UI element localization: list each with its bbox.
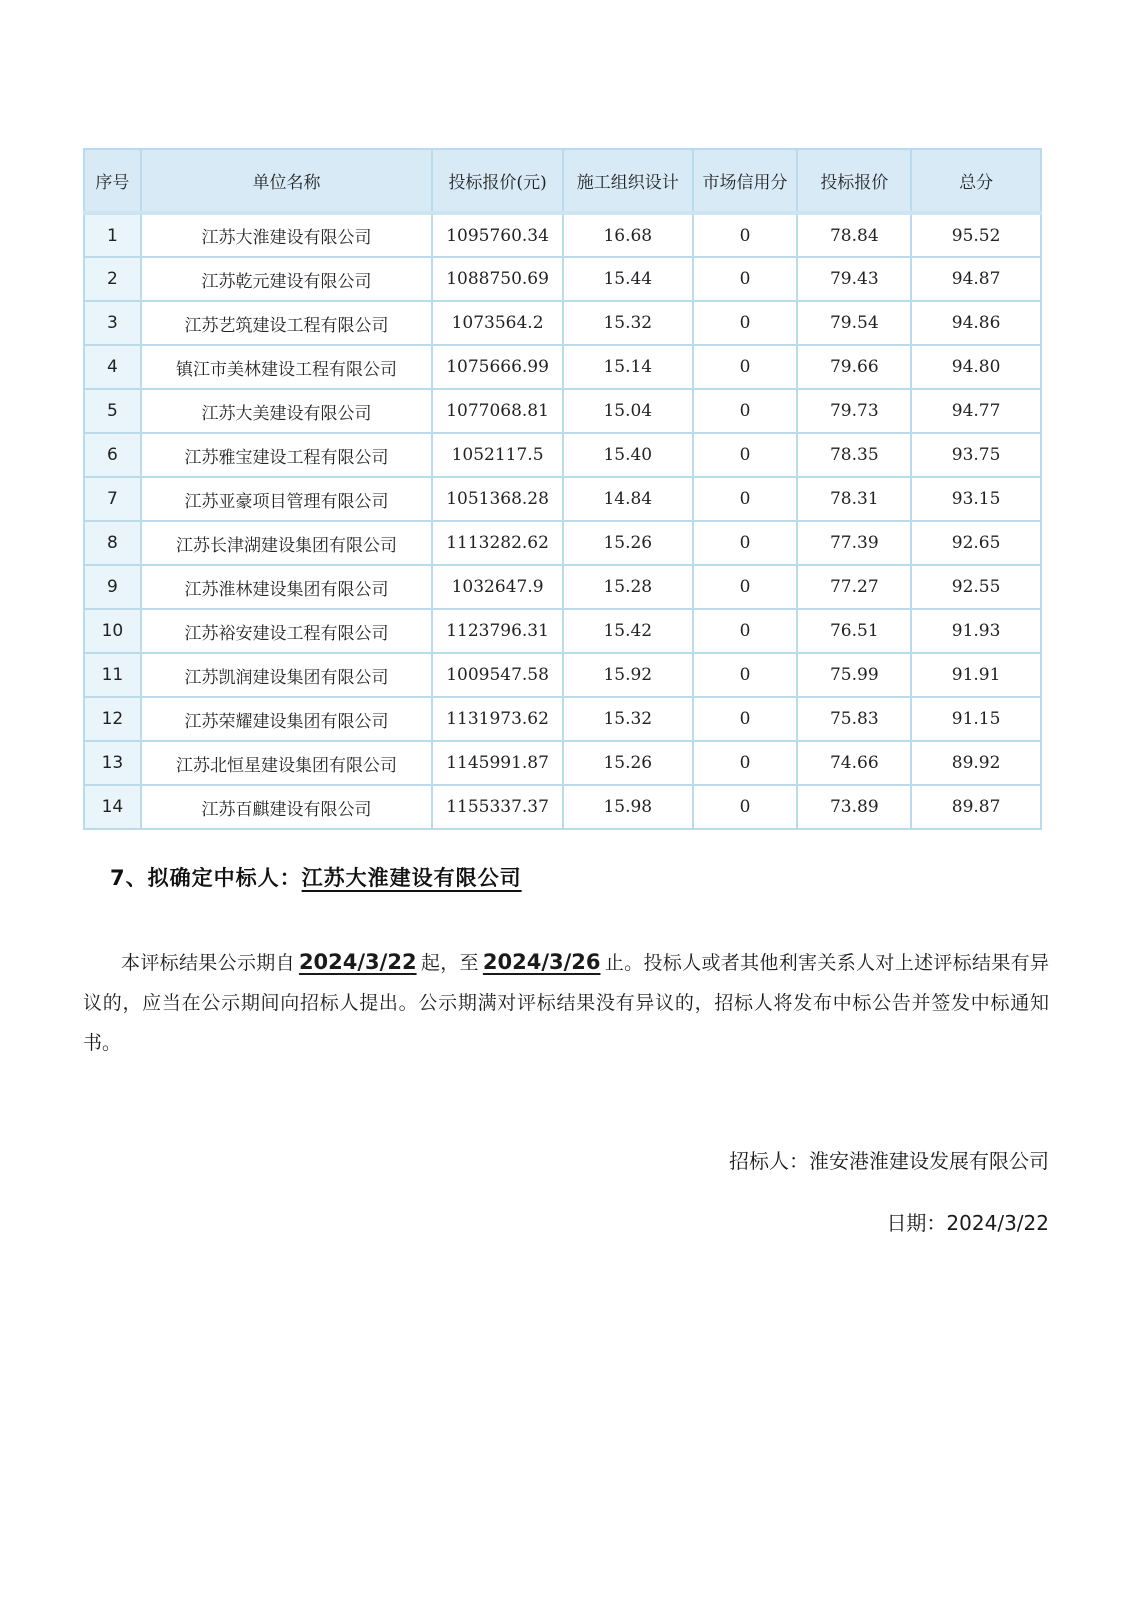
tenderer-signature-line: 招标人：淮安港淮建设发展有限公司 [729,1149,1049,1173]
table-cell: 79.73 [797,389,911,433]
table-cell: 江苏亚豪项目管理有限公司 [141,477,432,521]
table-body [84,213,1041,829]
table-cell: 15.40 [563,433,693,477]
row-index-cell: 7 [84,477,141,521]
row-index-cell: 2 [84,257,141,301]
table-cell: 1088750.69 [432,257,563,301]
row-index-cell: 3 [84,301,141,345]
table-cell: 江苏乾元建设有限公司 [141,257,432,301]
table-cell: 79.54 [797,301,911,345]
table-cell: 0 [693,389,798,433]
table-cell: 92.65 [911,521,1041,565]
row-index-cell: 10 [84,609,141,653]
column-header: 单位名称 [141,149,432,213]
row-index-cell: 4 [84,345,141,389]
table-cell: 15.44 [563,257,693,301]
table-cell: 1113282.62 [432,521,563,565]
table-row [84,521,1041,565]
table-cell: 0 [693,257,798,301]
table-cell: 1075666.99 [432,345,563,389]
table-cell: 16.68 [563,213,693,257]
table-cell: 78.31 [797,477,911,521]
table-cell: 94.87 [911,257,1041,301]
table-cell: 0 [693,301,798,345]
table-cell: 0 [693,609,798,653]
table-cell: 0 [693,697,798,741]
table-cell: 15.26 [563,521,693,565]
table-row [84,741,1041,785]
table-cell: 江苏北恒星建设集团有限公司 [141,741,432,785]
table-cell: 1095760.34 [432,213,563,257]
table-row [84,785,1041,829]
table-cell: 95.52 [911,213,1041,257]
table-cell: 78.84 [797,213,911,257]
table-cell: 15.14 [563,345,693,389]
notice-text-3: 止。投标人或者其他利害关系人对上述评标结果有异议的，应当在公示期间向招标人提出。公示期满对评标结果没有异议的，招标人将发布中标公告并签发中标通知书。 [83,952,1049,1054]
table-cell: 15.32 [563,301,693,345]
table-cell: 79.66 [797,345,911,389]
table-cell: 0 [693,741,798,785]
table-cell: 76.51 [797,609,911,653]
table-head [84,149,1041,213]
notice-text-2: 起，至 [420,952,479,974]
table-cell: 75.99 [797,653,911,697]
table-cell: 1009547.58 [432,653,563,697]
table-cell: 94.86 [911,301,1041,345]
table-cell: 75.83 [797,697,911,741]
table-cell: 江苏雅宝建设工程有限公司 [141,433,432,477]
winner-declaration-prefix: 7、拟确定中标人： [110,866,302,890]
table-cell: 1145991.87 [432,741,563,785]
table-cell: 1032647.9 [432,565,563,609]
table-cell: 77.27 [797,565,911,609]
table-cell: 15.26 [563,741,693,785]
table-row [84,609,1041,653]
notice-paragraph [83,942,1049,1063]
table-cell: 91.93 [911,609,1041,653]
table-cell: 1155337.37 [432,785,563,829]
table-cell: 15.92 [563,653,693,697]
table-cell: 91.91 [911,653,1041,697]
table-cell: 0 [693,477,798,521]
table-cell: 江苏长津湖建设集团有限公司 [141,521,432,565]
table-cell: 77.39 [797,521,911,565]
table-row [84,213,1041,257]
column-header: 施工组织设计 [563,149,693,213]
column-header: 总分 [911,149,1041,213]
table-cell: 79.43 [797,257,911,301]
table-cell: 0 [693,345,798,389]
signature-date-line: 日期：2024/3/22 [886,1211,1049,1235]
row-index-cell: 13 [84,741,141,785]
table-row [84,389,1041,433]
table-cell: 78.35 [797,433,911,477]
table-row [84,433,1041,477]
column-header: 市场信用分 [693,149,798,213]
table-row [84,301,1041,345]
table-cell: 1051368.28 [432,477,563,521]
table-row [84,697,1041,741]
table-row [84,653,1041,697]
table-cell: 江苏凯润建设集团有限公司 [141,653,432,697]
table-cell: 江苏艺筑建设工程有限公司 [141,301,432,345]
table-row [84,345,1041,389]
table-cell: 1077068.81 [432,389,563,433]
table-cell: 江苏大淮建设有限公司 [141,213,432,257]
table-cell: 江苏裕安建设工程有限公司 [141,609,432,653]
row-index-cell: 8 [84,521,141,565]
row-index-cell: 12 [84,697,141,741]
table-cell: 93.15 [911,477,1041,521]
table-cell: 94.77 [911,389,1041,433]
table-cell: 0 [693,785,798,829]
notice-text-1: 本评标结果公示期自 [121,952,295,974]
table-cell: 1131973.62 [432,697,563,741]
evaluation-table [83,148,1042,830]
table-cell: 镇江市美林建设工程有限公司 [141,345,432,389]
row-index-cell: 11 [84,653,141,697]
winner-declaration [110,862,522,892]
column-header: 投标报价 [797,149,911,213]
table-cell: 15.98 [563,785,693,829]
table-cell: 0 [693,653,798,697]
notice-start-date: 2024/3/22 [298,950,417,974]
table-header-row [84,149,1041,213]
table-cell: 92.55 [911,565,1041,609]
row-index-cell: 6 [84,433,141,477]
table-cell: 94.80 [911,345,1041,389]
row-index-cell: 1 [84,213,141,257]
table-cell: 江苏淮林建设集团有限公司 [141,565,432,609]
row-index-cell: 5 [84,389,141,433]
table-row [84,477,1041,521]
table-cell: 89.87 [911,785,1041,829]
table-cell: 14.84 [563,477,693,521]
table-cell: 1052117.5 [432,433,563,477]
table-cell: 0 [693,521,798,565]
table-cell: 93.75 [911,433,1041,477]
column-header: 序号 [84,149,141,213]
table-cell: 74.66 [797,741,911,785]
table-cell: 15.32 [563,697,693,741]
table-row [84,565,1041,609]
table-row [84,257,1041,301]
evaluation-table-wrap [83,148,1042,830]
table-cell: 江苏百麒建设有限公司 [141,785,432,829]
table-cell: 15.42 [563,609,693,653]
table-cell: 0 [693,213,798,257]
table-cell: 91.15 [911,697,1041,741]
table-cell: 15.04 [563,389,693,433]
table-cell: 江苏荣耀建设集团有限公司 [141,697,432,741]
table-cell: 15.28 [563,565,693,609]
column-header: 投标报价(元) [432,149,563,213]
row-index-cell: 14 [84,785,141,829]
table-cell: 1073564.2 [432,301,563,345]
winner-name: 江苏大淮建设有限公司 [301,866,522,890]
table-cell: 0 [693,433,798,477]
table-cell: 89.92 [911,741,1041,785]
notice-end-date: 2024/3/26 [482,950,601,974]
table-cell: 0 [693,565,798,609]
table-cell: 1123796.31 [432,609,563,653]
row-index-cell: 9 [84,565,141,609]
table-cell: 73.89 [797,785,911,829]
table-cell: 江苏大美建设有限公司 [141,389,432,433]
